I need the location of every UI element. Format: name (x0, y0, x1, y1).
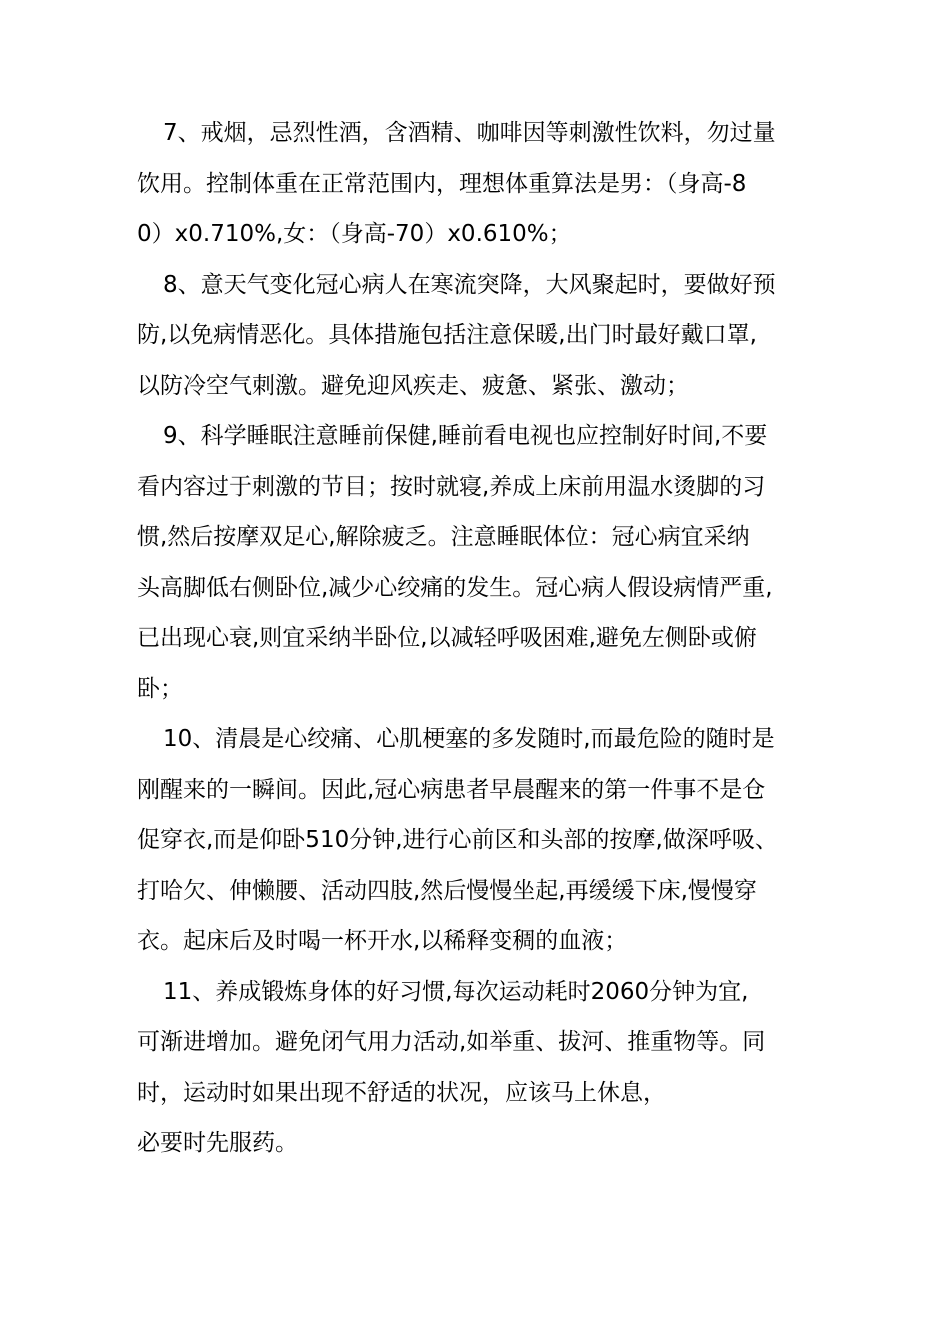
paragraph-11-line-4: 必要时先服药。 (137, 1130, 298, 1156)
paragraph-8-line-2: 防,以免病情恶化。具体措施包括注意保暖,出门时最好戴口罩, (137, 322, 757, 348)
paragraph-7-line-2: 饮用。控制体重在正常范围内，理想体重算法是男：（身高-8 (137, 171, 747, 197)
paragraph-9-line-4: 头高脚低右侧卧位,减少心绞痛的发生。冠心病人假设病情严重, (137, 575, 773, 601)
paragraph-8-line-3: 以防冷空气刺激。避免迎风疾走、疲惫、紧张、激动； (137, 373, 689, 399)
paragraph-7-line-1: 7、戒烟，忌烈性酒，含酒精、咖啡因等刺激性饮料，勿过量 (163, 120, 776, 146)
paragraph-9-line-3: 惯,然后按摩双足心,解除疲乏。注意睡眠体位：冠心病宜采纳 (137, 524, 750, 550)
paragraph-10-line-1: 10、清晨是心绞痛、心肌梗塞的多发随时,而最危险的随时是 (163, 726, 775, 752)
paragraph-11-line-3: 时，运动时如果出现不舒适的状况，应该马上休息， (137, 1080, 666, 1106)
paragraph-10-line-2: 刚醒来的一瞬间。因此,冠心病患者早晨醒来的第一件事不是仓 (137, 777, 766, 803)
paragraph-8-line-1: 8、意天气变化冠心病人在寒流突降，大风聚起时，要做好预 (163, 272, 776, 298)
paragraph-10-line-5: 衣。起床后及时喝一杯开水,以稀释变稠的血液； (137, 928, 628, 954)
paragraph-9-line-2: 看内容过于刺激的节目；按时就寝,养成上床前用温水烫脚的习 (137, 474, 766, 500)
paragraph-9-line-5: 已出现心衰,则宜采纳半卧位,以减轻呼吸困难,避免左侧卧或俯 (137, 625, 757, 651)
paragraph-10-line-3: 促穿衣,而是仰卧510分钟,进行心前区和头部的按摩,做深呼吸、 (137, 827, 778, 853)
paragraph-11-line-1: 11、养成锻炼身体的好习惯,每次运动耗时2060分钟为宜, (163, 979, 749, 1005)
paragraph-9-line-1: 9、科学睡眠注意睡前保健,睡前看电视也应控制好时间,不要 (163, 423, 768, 449)
paragraph-9-line-6: 卧； (137, 676, 183, 702)
paragraph-10-line-4: 打哈欠、伸懒腰、活动四肢,然后慢慢坐起,再缓缓下床,慢慢穿 (137, 878, 757, 904)
paragraph-11-line-2: 可渐进增加。避免闭气用力活动,如举重、拔河、推重物等。同 (137, 1029, 766, 1055)
paragraph-7-line-3: 0）x0.710%,女：（身高-70）x0.610%； (137, 221, 572, 247)
